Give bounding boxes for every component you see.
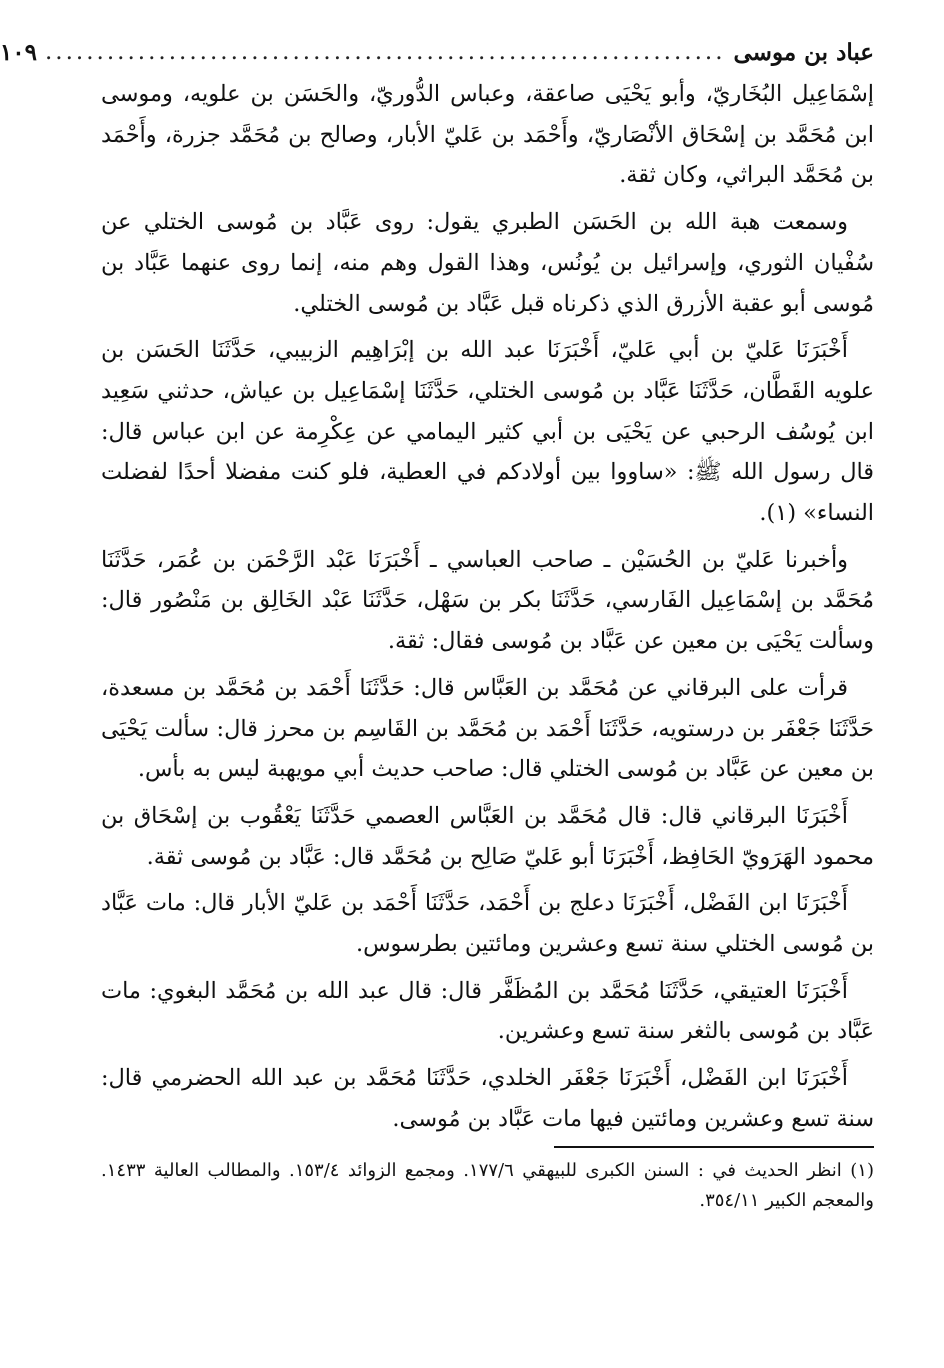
main-text xyxy=(101,74,874,1140)
paragraph: وأخبرنا عَليّ بن الحُسَيْن ـ صاحب العباسي ـ أَخْبَرَنَا عَبْد الرَّحْمَن بن عُمَر، حَدَّثَنَا مُحَمَّد بن إسْمَاعِيل الفَارسي، حَدَّثَنَا بكر بن سَهْل، حَدَّثَنَا عَبْد الخَالِق بن مَنْصُور قال: وسألت يَحْيَى بن معين عن عَبَّاد بن مُوسى فقال: ثقة. xyxy=(101,546,874,655)
running-header-title: عباد بن موسى xyxy=(733,38,874,66)
page-number: ١٠٩ xyxy=(0,38,37,66)
paragraph: قرأت على البرقاني عن مُحَمَّد بن العَبَّاس قال: حَدَّثَنَا أَحْمَد بن مُحَمَّد بن مسعدة، حَدَّثَنَا جَعْفَر بن درستويه، حَدَّثَنَا أَحْمَد بن مُحَمَّد بن القَاسِم بن محرز قال: سألت يَحْيَى بن معين عن عَبَّاد بن مُوسى الختلي قال: صاحب حديث أبي مويهبة ليس به بأس. xyxy=(101,674,874,783)
running-header xyxy=(0,30,874,74)
paragraph: إسْمَاعِيل البُخَاريّ، وأبو يَحْيَى صاعقة، وعباس الدُّوريّ، والحَسَن بن علويه، وموسى ابن مُحَمَّد بن إسْحَاق الأنْصَاريّ، وأَحْمَد بن عَليّ الأبار، وصالح بن مُحَمَّد جزرة، وأَحْمَد بن مُحَمَّد البراثي، وكان ثقة. xyxy=(101,81,874,189)
paragraph: أَخْبَرَنَا العتيقي، حَدَّثَنَا مُحَمَّد بن المُظَفَّر قال: قال عبد الله بن مُحَمَّد البغوي: مات عَبَّاد بن مُوسى بالثغر سنة تسع وعشرين. xyxy=(101,977,874,1045)
paragraph: أَخْبَرَنَا البرقاني قال: قال مُحَمَّد بن العَبَّاس العصمي حَدَّثَنَا يَعْقُوب بن إسْحَاق بن محمود الهَرَويّ الحَافِظ، أَخْبَرَنَا أبو عَليّ صَالِح بن مُحَمَّد قال: عَبَّاد بن مُوسى ثقة. xyxy=(101,802,874,870)
paragraph: أَخْبَرَنَا ابن الفَضْل، أَخْبَرَنَا جَعْفَر الخلدي، حَدَّثَنَا مُحَمَّد بن عبد الله الحضرمي قال: سنة تسع وعشرين ومائتين فيها مات عَبَّاد بن مُوسى. xyxy=(101,1065,874,1132)
footnote-separator xyxy=(554,1146,874,1148)
paragraph: أَخْبَرَنَا عَليّ بن أبي عَليّ، أَخْبَرَنَا عبد الله بن إبْرَاهِيم الزبيبي، حَدَّثَنَا الحَسَن بن علويه القَطَّان، حَدَّثَنَا عَبَّاد بن مُوسى الختلي، حَدَّثَنَا إسْمَاعِيل بن عياش، حدثني سَعِيد ابن يُوسُف الرحبي عن يَحْيَى بن أبي كثير اليمامي عن عِكْرِمة عن ابن عباس قال: قال رسول الله ﷺ: «ساووا بين أولادكم في العطية، فلو كنت مفضلا أحدًا لفضلت النساء» (١). xyxy=(101,337,874,527)
footnote: (١) انظر الحديث في : السنن الكبرى للبيهقي ١٧٧/٦. ومجمع الزوائد ١٥٣/٤. والمطالب العالية ١٤٣٣. والمعجم الكبير ٣٥٤/١١. xyxy=(101,1159,874,1211)
running-header-leader-dots: .................................................................. xyxy=(44,39,726,65)
paragraph: أَخْبَرَنَا ابن الفَضْل، أَخْبَرَنَا دعلج بن أَحْمَد، حَدَّثَنَا أَحْمَد بن عَليّ الأبار قال: مات عَبَّاد بن مُوسى الختلي سنة تسع وعشرين ومائتين بطرسوس. xyxy=(101,890,874,958)
paragraph: وسمعت هبة الله بن الحَسَن الطبري يقول: روى عَبَّاد بن مُوسى الختلي عن سُفْيان الثوري، وإسرائيل بن يُونُس، وهذا القول وهم منه، إنما روى عنهما عَبَّاد بن مُوسى أبو عقبة الأزرق الذي ذكرناه قبل عَبَّاد بن مُوسى الختلي. xyxy=(101,209,874,317)
book-page xyxy=(0,30,874,1348)
